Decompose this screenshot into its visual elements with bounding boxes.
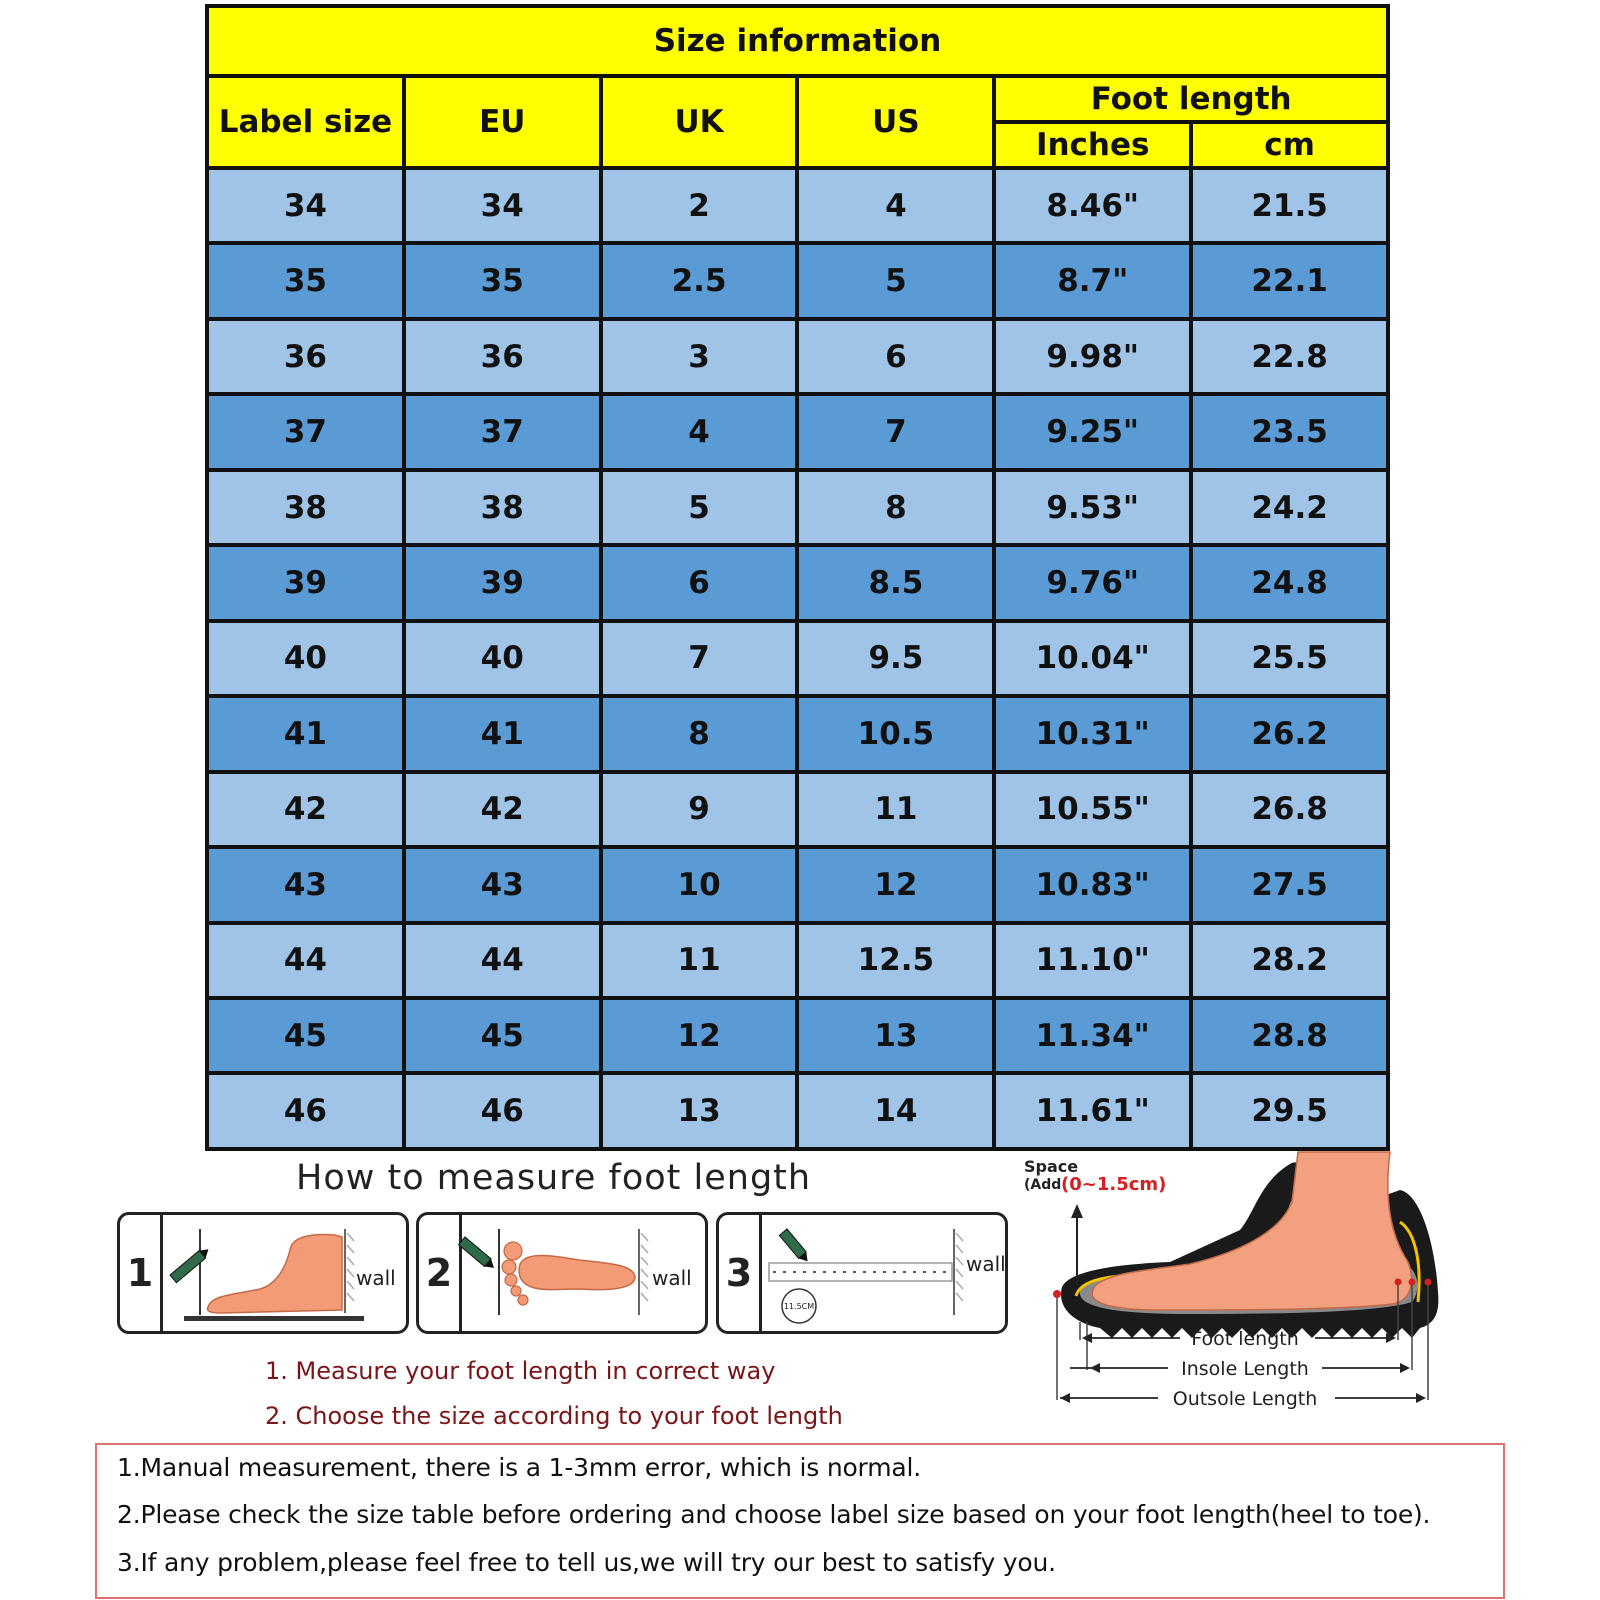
- cell-label-size: 37: [207, 394, 404, 469]
- table-row: [207, 772, 1388, 847]
- instruction-2: 2. Choose the size according to your foot length: [265, 1402, 843, 1430]
- cell-inches: 8.46": [994, 168, 1191, 243]
- cell-eu: 46: [404, 1073, 601, 1149]
- step-number: 3: [719, 1215, 762, 1331]
- cell-us: 12: [797, 847, 994, 922]
- cell-us: 11: [797, 772, 994, 847]
- cell-inches: 11.61": [994, 1073, 1191, 1149]
- cell-us: 14: [797, 1073, 994, 1149]
- cell-inches: 11.10": [994, 923, 1191, 998]
- wall-label: wall: [966, 1252, 1006, 1276]
- foot-length-label: Foot length: [1191, 1328, 1299, 1350]
- header-uk: UK: [601, 76, 798, 168]
- cell-eu: 36: [404, 319, 601, 394]
- foot-side-illustration: [160, 1215, 406, 1331]
- header-cm: cm: [1191, 122, 1388, 168]
- cell-cm: 24.2: [1191, 470, 1388, 545]
- cell-label-size: 40: [207, 621, 404, 696]
- table-row: [207, 319, 1388, 394]
- measure-title: How to measure foot length: [296, 1158, 812, 1198]
- cell-inches: 10.55": [994, 772, 1191, 847]
- cell-cm: 22.1: [1191, 243, 1388, 318]
- cell-label-size: 46: [207, 1073, 404, 1149]
- cell-inches: 10.31": [994, 696, 1191, 771]
- cell-inches: 10.04": [994, 621, 1191, 696]
- table-row: [207, 1073, 1388, 1149]
- table-row: [207, 243, 1388, 318]
- cell-cm: 23.5: [1191, 394, 1388, 469]
- cell-inches: 11.34": [994, 998, 1191, 1073]
- measure-step-2: [416, 1212, 708, 1334]
- cell-label-size: 36: [207, 319, 404, 394]
- outsole-length-label: Outsole Length: [1172, 1388, 1318, 1410]
- measure-step-3: [716, 1212, 1008, 1334]
- add-label: (Add: [1024, 1177, 1062, 1193]
- header-inches: Inches: [994, 122, 1191, 168]
- cell-label-size: 35: [207, 243, 404, 318]
- cell-uk: 12: [601, 998, 798, 1073]
- notes-box: [95, 1443, 1505, 1599]
- cell-us: 8: [797, 470, 994, 545]
- cell-label-size: 34: [207, 168, 404, 243]
- add-range: (0~1.5cm): [1061, 1174, 1167, 1195]
- table-row: [207, 923, 1388, 998]
- measure-step-1: [117, 1212, 409, 1334]
- table-row: [207, 545, 1388, 620]
- cell-cm: 21.5: [1191, 168, 1388, 243]
- wall-label: wall: [356, 1266, 396, 1290]
- cell-cm: 27.5: [1191, 847, 1388, 922]
- cell-us: 13: [797, 998, 994, 1073]
- cell-eu: 42: [404, 772, 601, 847]
- cell-eu: 35: [404, 243, 601, 318]
- cell-label-size: 39: [207, 545, 404, 620]
- cell-cm: 29.5: [1191, 1073, 1388, 1149]
- cell-inches: 8.7": [994, 243, 1191, 318]
- note-1: 1.Manual measurement, there is a 1-3mm error, which is normal.: [117, 1453, 921, 1482]
- table-row: [207, 621, 1388, 696]
- table-title: Size information: [207, 6, 1388, 76]
- cell-eu: 34: [404, 168, 601, 243]
- cell-eu: 45: [404, 998, 601, 1073]
- cell-uk: 2.5: [601, 243, 798, 318]
- insole-length-label: Insole Length: [1181, 1358, 1309, 1380]
- cell-uk: 8: [601, 696, 798, 771]
- step-number: 1: [120, 1215, 163, 1331]
- table-row: [207, 847, 1388, 922]
- cell-eu: 38: [404, 470, 601, 545]
- cell-uk: 6: [601, 545, 798, 620]
- cell-us: 12.5: [797, 923, 994, 998]
- cell-label-size: 38: [207, 470, 404, 545]
- cell-eu: 41: [404, 696, 601, 771]
- cell-uk: 2: [601, 168, 798, 243]
- cell-label-size: 45: [207, 998, 404, 1073]
- cell-uk: 7: [601, 621, 798, 696]
- header-eu: EU: [404, 76, 601, 168]
- cell-eu: 40: [404, 621, 601, 696]
- cell-us: 8.5: [797, 545, 994, 620]
- size-table: [205, 4, 1390, 1151]
- cell-label-size: 41: [207, 696, 404, 771]
- note-2: 2.Please check the size table before ordering and choose label size based on your foot length(heel to toe).: [117, 1500, 1431, 1529]
- header-label-size: Label size: [207, 76, 404, 168]
- cell-inches: 9.25": [994, 394, 1191, 469]
- foot-top-illustration: [459, 1215, 705, 1331]
- cell-label-size: 44: [207, 923, 404, 998]
- table-row: [207, 168, 1388, 243]
- cell-label-size: 42: [207, 772, 404, 847]
- cell-us: 10.5: [797, 696, 994, 771]
- cell-us: 6: [797, 319, 994, 394]
- cell-cm: 26.8: [1191, 772, 1388, 847]
- cell-uk: 9: [601, 772, 798, 847]
- cell-us: 7: [797, 394, 994, 469]
- table-row: [207, 998, 1388, 1073]
- table-row: [207, 470, 1388, 545]
- cell-uk: 3: [601, 319, 798, 394]
- cell-eu: 43: [404, 847, 601, 922]
- ruler-measure-label: 11.5CM: [783, 1302, 815, 1311]
- cell-inches: 9.98": [994, 319, 1191, 394]
- ruler-illustration: [759, 1215, 1005, 1331]
- cell-uk: 4: [601, 394, 798, 469]
- cell-inches: 10.83": [994, 847, 1191, 922]
- cell-eu: 44: [404, 923, 601, 998]
- cell-label-size: 43: [207, 847, 404, 922]
- cell-cm: 25.5: [1191, 621, 1388, 696]
- table-row: [207, 394, 1388, 469]
- header-foot-length: Foot length: [994, 76, 1388, 122]
- instruction-1: 1. Measure your foot length in correct way: [265, 1357, 776, 1385]
- cell-uk: 13: [601, 1073, 798, 1149]
- step-number: 2: [419, 1215, 462, 1331]
- cell-cm: 22.8: [1191, 319, 1388, 394]
- cell-uk: 11: [601, 923, 798, 998]
- table-row: [207, 696, 1388, 771]
- cell-uk: 10: [601, 847, 798, 922]
- wall-label: wall: [652, 1266, 692, 1290]
- shoe-diagram: [1024, 1152, 1485, 1442]
- cell-us: 5: [797, 243, 994, 318]
- cell-uk: 5: [601, 470, 798, 545]
- cell-cm: 24.8: [1191, 545, 1388, 620]
- cell-inches: 9.53": [994, 470, 1191, 545]
- cell-eu: 39: [404, 545, 601, 620]
- cell-us: 9.5: [797, 621, 994, 696]
- cell-eu: 37: [404, 394, 601, 469]
- cell-cm: 26.2: [1191, 696, 1388, 771]
- cell-cm: 28.8: [1191, 998, 1388, 1073]
- note-3: 3.If any problem,please feel free to tell us,we will try our best to satisfy you.: [117, 1548, 1056, 1577]
- cell-us: 4: [797, 168, 994, 243]
- cell-cm: 28.2: [1191, 923, 1388, 998]
- header-us: US: [797, 76, 994, 168]
- space-label: Space: [1024, 1157, 1079, 1176]
- cell-inches: 9.76": [994, 545, 1191, 620]
